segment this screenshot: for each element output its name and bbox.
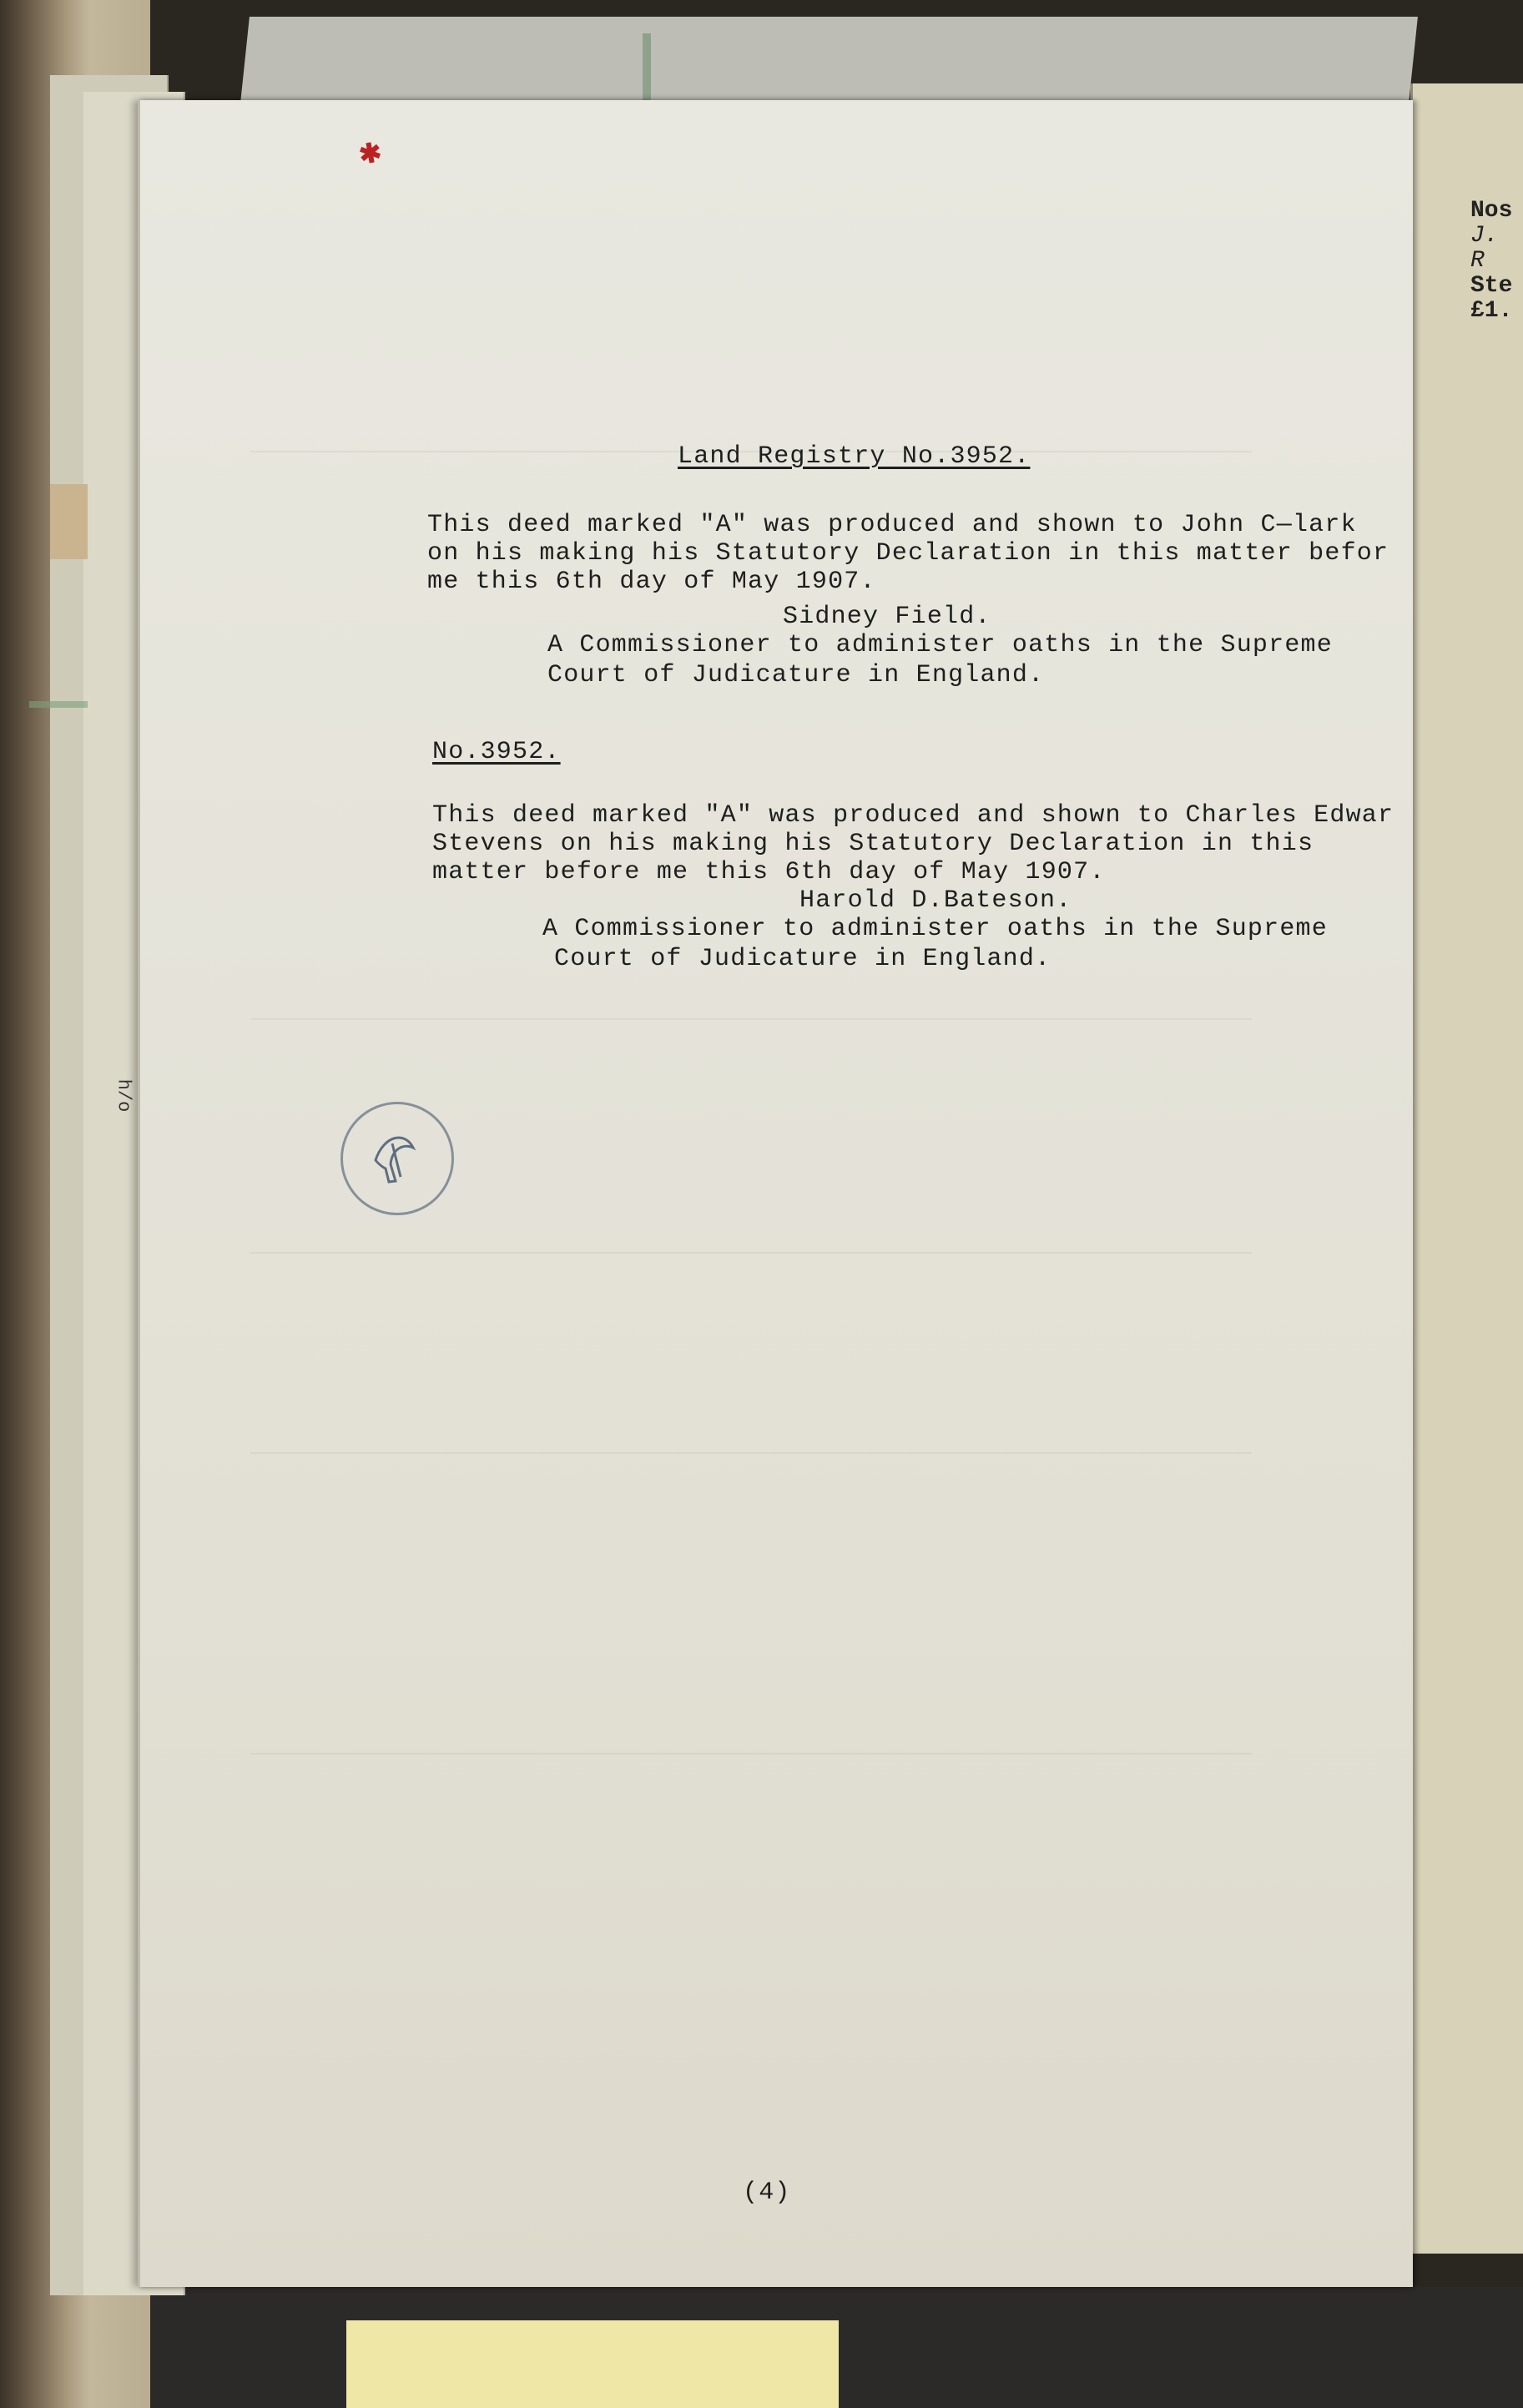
page-number: (4) — [743, 2178, 791, 2207]
bleed-through-line — [250, 1252, 1252, 1274]
page-tab — [50, 484, 88, 559]
endorsement-1-line: me this 6th day of May 1907. — [427, 568, 876, 596]
adjacent-page-line: Ste — [1470, 273, 1513, 299]
adjacent-page — [1410, 83, 1523, 2254]
bookmark-slip — [346, 2320, 839, 2408]
adjacent-page-line: £1. — [1470, 298, 1513, 324]
endorsement-1-capacity: Court of Judicature in England. — [547, 661, 1045, 689]
endorsement-1-line: This deed marked "A" was produced and shown to John C—lark — [427, 511, 1357, 539]
bleed-through-line — [250, 1452, 1252, 1474]
document-title: Land Registry No.3952. — [678, 442, 1031, 471]
page-stack-stripe — [29, 701, 88, 708]
endorsement-2-line: This deed marked "A" was produced and shown to Charles Edwar — [432, 801, 1394, 830]
endorsement-2-capacity: A Commissioner to administer oaths in the Supreme — [542, 915, 1328, 943]
endorsement-1-line: on his making his Statutory Declaration in this matter befor — [427, 539, 1389, 568]
endorsement-1-signature: Sidney Field. — [783, 603, 991, 631]
bleed-through-line — [250, 1018, 1252, 1040]
adjacent-page-line: J. R — [1470, 223, 1499, 274]
document-page — [138, 100, 1413, 2287]
adjacent-page-line: Nos — [1470, 198, 1513, 224]
margin-note: h/o — [113, 1078, 134, 1113]
red-ink-mark: ✱ — [356, 136, 384, 170]
adjacent-page-text — [1470, 199, 1523, 324]
endorsement-2-signature: Harold D.Bateson. — [799, 886, 1072, 915]
endorsement-2-line: Stevens on his making his Statutory Declaration in this — [432, 830, 1314, 858]
endorsement-2-line: matter before me this 6th day of May 1907. — [432, 858, 1106, 886]
endorsement-2-capacity: Court of Judicature in England. — [554, 945, 1051, 973]
endorsement-2-heading: No.3952. — [432, 738, 561, 766]
endorsement-1-capacity: A Commissioner to administer oaths in the Supreme — [547, 631, 1333, 659]
bleed-through-line — [250, 1753, 1252, 1774]
stamp-emblem-icon — [367, 1127, 422, 1185]
